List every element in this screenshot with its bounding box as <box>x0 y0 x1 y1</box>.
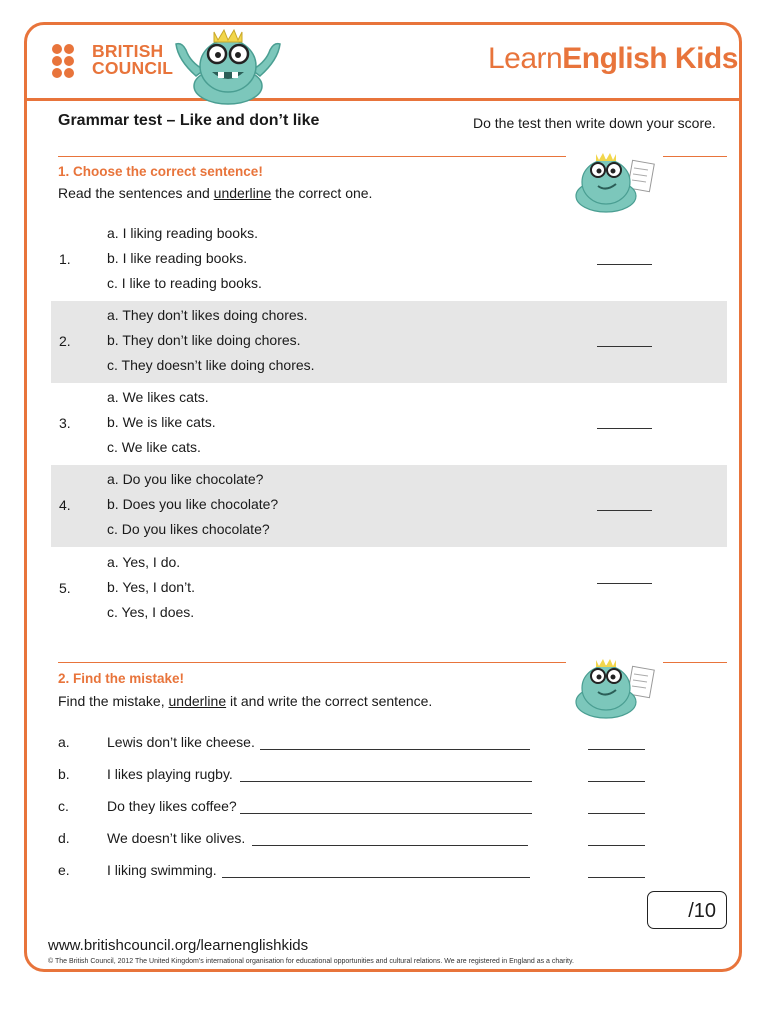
item-sentence: Lewis don’t like cheese. <box>107 734 255 750</box>
page-instruction: Do the test then write down your score. <box>473 115 716 131</box>
option-c[interactable]: c. I like to reading books. <box>107 275 262 291</box>
item-letter: b. <box>58 766 70 782</box>
answer-line[interactable] <box>597 496 652 511</box>
option-a[interactable]: a. Do you like chocolate? <box>107 471 264 487</box>
question-1 <box>51 219 727 301</box>
section1-rule-right <box>663 156 727 157</box>
question-number: 1. <box>59 251 71 267</box>
score-line[interactable] <box>588 749 645 750</box>
section1-heading: 1. Choose the correct sentence! <box>58 164 263 179</box>
mistake-item-e <box>58 862 658 882</box>
question-5 <box>51 548 727 630</box>
british-council-wordmark: BRITISH COUNCIL <box>92 41 174 78</box>
option-b[interactable]: b. We is like cats. <box>107 414 216 430</box>
option-a[interactable]: a. I liking reading books. <box>107 225 258 241</box>
item-sentence: Do they likes coffee? <box>107 798 237 814</box>
question-number: 4. <box>59 497 71 513</box>
option-b[interactable]: b. Yes, I don’t. <box>107 579 195 595</box>
page-title: Grammar test – Like and don’t like <box>58 112 320 129</box>
learnenglish-kids-logo: LearnEnglish Kids <box>488 42 738 75</box>
mistake-item-b <box>58 766 658 786</box>
option-c[interactable]: c. Yes, I does. <box>107 604 195 620</box>
mascot-with-paper-icon <box>570 654 660 720</box>
option-b[interactable]: b. I like reading books. <box>107 250 248 266</box>
correction-line[interactable] <box>252 845 528 846</box>
question-number: 5. <box>59 580 71 596</box>
british-council-dots-icon <box>52 44 88 80</box>
option-c[interactable]: c. Do you likes chocolate? <box>107 521 270 537</box>
option-b[interactable]: b. They don’t like doing chores. <box>107 332 301 348</box>
correction-line[interactable] <box>222 877 530 878</box>
question-4 <box>51 465 727 547</box>
footer-copyright: © The British Council, 2012 The United Kingdom’s international organisation for educational opportunities and cultural relations. We are registered in England as a charity. <box>48 958 574 965</box>
section1-rule-left <box>58 156 566 157</box>
item-letter: a. <box>58 734 70 750</box>
option-c[interactable]: c. They doesn’t like doing chores. <box>107 357 315 373</box>
item-sentence: I likes playing rugby. <box>107 766 233 782</box>
question-2 <box>51 301 727 383</box>
option-a[interactable]: a. Yes, I do. <box>107 554 181 570</box>
item-letter: d. <box>58 830 70 846</box>
item-sentence: I liking swimming. <box>107 862 217 878</box>
item-letter: e. <box>58 862 70 878</box>
option-b[interactable]: b. Does you like chocolate? <box>107 496 279 512</box>
answer-line[interactable] <box>597 414 652 429</box>
mascot-with-paper-icon <box>570 148 660 214</box>
footer-url[interactable]: www.britishcouncil.org/learnenglishkids <box>48 937 309 954</box>
question-number: 3. <box>59 415 71 431</box>
question-number: 2. <box>59 333 71 349</box>
question-3 <box>51 383 727 465</box>
section2-rule-left <box>58 662 566 663</box>
answer-line[interactable] <box>597 250 652 265</box>
option-c[interactable]: c. We like cats. <box>107 439 201 455</box>
section2-rule-right <box>663 662 727 663</box>
mistake-item-c <box>58 798 658 818</box>
section2-instruction: Find the mistake, underline it and write the correct sentence. <box>58 693 433 709</box>
score-line[interactable] <box>588 813 645 814</box>
score-box[interactable]: /10 <box>647 891 727 929</box>
section2-heading: 2. Find the mistake! <box>58 671 185 686</box>
score-line[interactable] <box>588 781 645 782</box>
answer-line[interactable] <box>597 569 652 584</box>
score-line[interactable] <box>588 877 645 878</box>
section1-instruction: Read the sentences and underline the correct one. <box>58 185 373 201</box>
answer-line[interactable] <box>597 332 652 347</box>
item-sentence: We doesn’t like olives. <box>107 830 246 846</box>
item-letter: c. <box>58 798 69 814</box>
correction-line[interactable] <box>260 749 530 750</box>
mistake-item-d <box>58 830 658 850</box>
mistake-item-a <box>58 734 658 754</box>
monster-mascot-icon <box>172 24 284 106</box>
correction-line[interactable] <box>240 813 532 814</box>
option-a[interactable]: a. They don’t likes doing chores. <box>107 307 308 323</box>
header-divider <box>27 98 742 101</box>
score-line[interactable] <box>588 845 645 846</box>
correction-line[interactable] <box>240 781 532 782</box>
british-council-logo <box>52 41 182 80</box>
option-a[interactable]: a. We likes cats. <box>107 389 209 405</box>
